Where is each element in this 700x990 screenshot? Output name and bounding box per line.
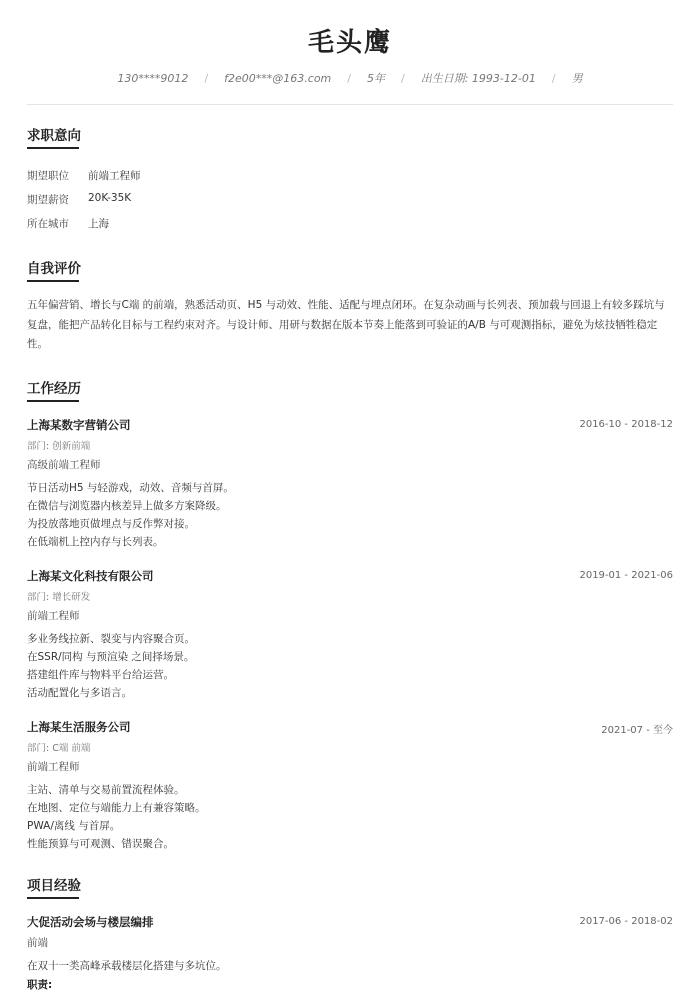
self-eval-line: 五年偏营销、增长与C端 的前端，熟悉活动页、H5 与动效、性能、适配与埋点闭环。在复杂动画与长列表、预加载与回退上有较多踩坑与 [27,299,665,311]
work-bullet: 性能预算与可观测、错误聚合。 [27,838,174,850]
contact-separator: / [400,71,405,85]
section-title-work: 工作经历 [27,381,81,397]
contact-separator: / [551,71,556,85]
section-underline [27,400,79,402]
work-company: 上海某生活服务公司 [27,720,131,734]
self-eval-line: 性。 [27,338,48,350]
contact-separator: / [204,71,209,85]
work-bullet: 在地图、定位与端能力上有兼容策略。 [27,802,206,814]
work-date: 2019-01 - 2021-06 [579,570,673,581]
contact-bar [0,70,700,86]
work-role: 前端工程师 [27,610,80,622]
work-bullet: 活动配置化与多语言。 [27,687,132,699]
work-bullet: 主站、清单与交易前置流程体验。 [27,784,185,796]
contact-gender: 男 [571,72,583,85]
work-department: 部门: C端 前端 [27,743,91,754]
work-bullet: 在SSR/同构 与预渲染 之间择场景。 [27,651,195,663]
work-date: 2016-10 - 2018-12 [579,419,673,430]
section-title-intent: 求职意向 [27,128,81,144]
work-bullet: 为投放落地页做埋点与反作弊对接。 [27,518,195,530]
work-bullet: PWA/离线 与首屏。 [27,820,121,832]
contact-separator: / [347,71,351,85]
work-date: 2021-07 - 至今 [601,725,673,736]
work-bullet: 在低端机上控内存与长列表。 [27,536,164,548]
self-eval-text [27,296,674,355]
project-duty-label: 职责: [27,979,53,990]
work-bullet: 在微信与浏览器内核差异上做多方案降级。 [27,500,227,512]
section-underline [27,147,79,149]
contact-email: f2e00***@163.com [224,71,332,85]
project-role: 前端 [27,937,48,949]
section-underline [27,280,79,282]
work-role: 前端工程师 [27,761,80,773]
intent-label-city: 所在城市 [27,218,69,230]
intent-label-salary: 期望薪资 [27,194,69,206]
header-divider [27,104,673,105]
work-role: 高级前端工程师 [27,459,101,471]
contact-phone: 130****9012 [117,71,189,85]
intent-value-salary: 20K-35K [88,192,132,204]
intent-value-position: 前端工程师 [88,170,141,182]
work-company: 上海某数字营销公司 [27,418,131,432]
work-company: 上海某文化科技有限公司 [27,569,154,583]
work-department: 部门: 增长研发 [27,592,91,603]
section-title-projects: 项目经验 [27,878,81,894]
candidate-name: 毛头鹰 [307,28,392,58]
section-underline [27,897,79,899]
project-description: 在双十一类高峰承载楼层化搭建与多坑位。 [27,960,227,972]
intent-value-city: 上海 [88,218,109,230]
contact-birthdate: 出生日期: 1993-12-01 [420,72,536,85]
work-bullet: 节日活动H5 与轻游戏，动效、音频与首屏。 [27,482,234,494]
contact-experience-years: 5年 [366,72,385,85]
work-bullet: 多业务线拉新、裂变与内容聚合页。 [27,633,195,645]
project-name: 大促活动会场与楼层编排 [27,915,154,929]
project-date: 2017-06 - 2018-02 [579,916,673,927]
self-eval-line: 复盘，能把产品转化目标与工程约束对齐。与设计师、用研与数据在版本节奏上能落到可验证的A/B 与可观测指标，避免为炫技牺牲稳定 [27,318,658,331]
work-department: 部门: 创新前端 [27,441,91,452]
section-title-self-eval: 自我评价 [27,261,81,277]
intent-label-position: 期望职位 [27,170,69,182]
work-bullet: 搭建组件库与物料平台给运营。 [27,669,174,681]
